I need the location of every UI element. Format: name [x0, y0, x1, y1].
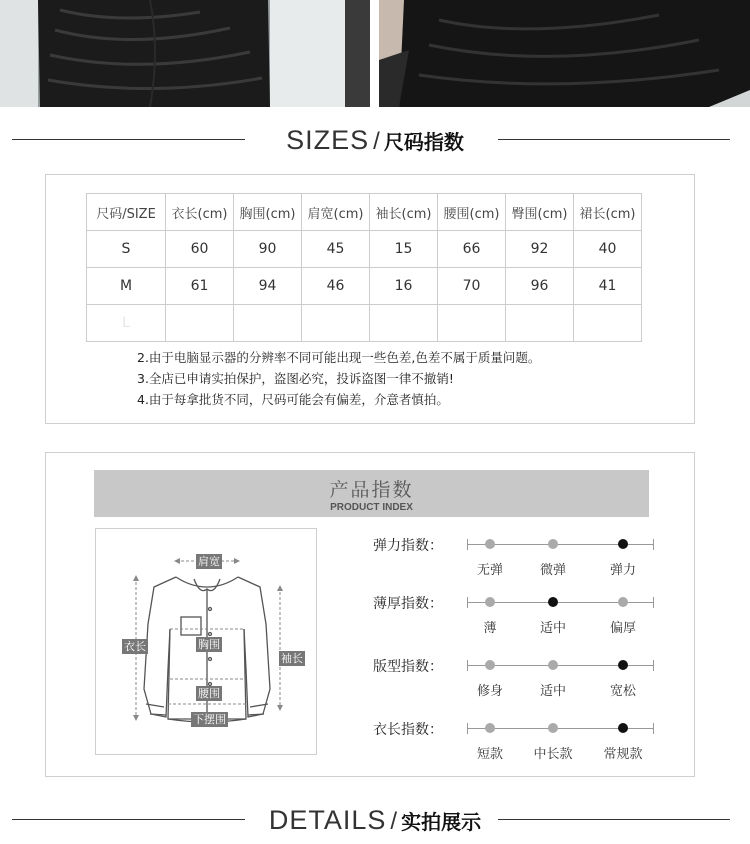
size-table-header-row: [87, 194, 642, 231]
index-label: 弹力指数：: [373, 538, 443, 554]
index-tick: [467, 539, 468, 550]
size-cell: 92: [506, 231, 574, 268]
index-dot-selected: [548, 597, 558, 607]
sizes-section-header: [0, 120, 750, 160]
fit-index: [373, 656, 683, 699]
index-label: 版型指数：: [373, 659, 443, 675]
sizes-title-en: SIZES: [286, 125, 370, 155]
product-index-subtitle: PRODUCT INDEX: [330, 502, 413, 513]
size-notes: [137, 347, 540, 410]
index-option: 偏厚: [609, 621, 636, 636]
size-cell: [234, 305, 302, 342]
sizes-title-cn: 尺码指数: [383, 130, 464, 154]
index-option: 中长款: [533, 747, 573, 762]
index-tick: [467, 597, 468, 608]
size-table: [86, 193, 642, 342]
size-table-header: 裙长(cm): [574, 194, 642, 231]
index-dot: [548, 723, 558, 733]
size-chart-panel: [45, 174, 695, 424]
size-cell: 60: [166, 231, 234, 268]
index-dot: [485, 660, 495, 670]
table-row: [87, 231, 642, 268]
index-dot-selected: [618, 723, 628, 733]
table-row: [87, 268, 642, 305]
index-tick: [653, 723, 654, 734]
size-table-header: 胸围(cm): [234, 194, 302, 231]
size-table-header: 臀围(cm): [506, 194, 574, 231]
elasticity-index: [373, 535, 683, 578]
note-line: 4.由于每拿批货不同，尺码可能会有偏差，介意者慎拍。: [137, 392, 449, 407]
size-cell: L: [87, 305, 166, 342]
size-cell: 16: [370, 268, 438, 305]
index-tick: [467, 660, 468, 671]
index-option: 适中: [539, 684, 566, 699]
product-index-banner: [94, 470, 649, 517]
size-cell: 90: [234, 231, 302, 268]
size-cell: 70: [438, 268, 506, 305]
index-option: 薄: [483, 621, 497, 636]
thickness-index: [373, 593, 683, 636]
diagram-label-hem: 下摆围: [193, 713, 226, 726]
product-index-panel: [45, 452, 695, 777]
diagram-label-sleeve: 袖长: [281, 652, 303, 665]
size-cell: 46: [302, 268, 370, 305]
details-title-en: DETAILS: [268, 805, 387, 835]
product-index-title: 产品指数: [329, 479, 414, 501]
size-cell: 94: [234, 268, 302, 305]
size-table-header: 衣长(cm): [166, 194, 234, 231]
index-option: 适中: [539, 621, 566, 636]
size-cell: [302, 305, 370, 342]
size-cell: 96: [506, 268, 574, 305]
index-dot: [548, 660, 558, 670]
index-option: 修身: [476, 684, 503, 699]
size-cell: [574, 305, 642, 342]
product-photo-left: [0, 0, 370, 107]
index-label: 衣长指数：: [373, 722, 443, 738]
sizes-title-separator: /: [373, 128, 380, 155]
length-index: [373, 719, 683, 762]
index-dot: [485, 597, 495, 607]
size-table-header: 尺码/SIZE: [87, 194, 166, 231]
index-dot-selected: [618, 539, 628, 549]
size-cell: [370, 305, 438, 342]
details-section-header: [0, 800, 750, 840]
size-table-header: 肩宽(cm): [302, 194, 370, 231]
diagram-label-shoulder: 肩宽: [198, 555, 220, 568]
index-label: 薄厚指数：: [373, 596, 443, 612]
index-tick: [653, 539, 654, 550]
index-dot: [548, 539, 558, 549]
index-dot-selected: [618, 660, 628, 670]
diagram-label-length: 衣长: [124, 640, 146, 653]
index-option: 弹力: [609, 563, 636, 578]
size-cell: M: [87, 268, 166, 305]
details-title-cn: 实拍展示: [401, 810, 482, 834]
index-option: 微弹: [539, 563, 566, 578]
index-option: 无弹: [476, 563, 503, 578]
details-title-separator: /: [390, 808, 398, 835]
garment-photo-right: [379, 0, 750, 107]
size-table-header: 袖长(cm): [370, 194, 438, 231]
index-tick: [653, 597, 654, 608]
index-option: 常规款: [603, 747, 643, 762]
size-cell: [166, 305, 234, 342]
table-row: [87, 305, 642, 342]
size-cell: 61: [166, 268, 234, 305]
index-dot: [485, 539, 495, 549]
diagram-label-waist: 腰围: [198, 687, 220, 700]
note-line: 3.全店已申请实拍保护，盗图必究，投诉盗图一律不撤销!: [137, 371, 454, 386]
index-dot: [485, 723, 495, 733]
size-cell: [438, 305, 506, 342]
note-line: 2.由于电脑显示器的分辨率不同可能出现一些色差,色差不属于质量问题。: [137, 350, 541, 365]
index-tick: [467, 723, 468, 734]
size-cell: 41: [574, 268, 642, 305]
size-cell: [506, 305, 574, 342]
size-cell: 15: [370, 231, 438, 268]
index-dot: [618, 597, 628, 607]
index-option: 短款: [476, 747, 503, 762]
size-table-header: 腰围(cm): [438, 194, 506, 231]
size-cell: 66: [438, 231, 506, 268]
size-cell: 40: [574, 231, 642, 268]
garment-diagram: [95, 528, 317, 755]
diagram-label-chest: 胸围: [198, 638, 220, 651]
size-cell: S: [87, 231, 166, 268]
size-cell: 45: [302, 231, 370, 268]
index-tick: [653, 660, 654, 671]
product-photo-right: [379, 0, 750, 107]
index-option: 宽松: [609, 684, 636, 699]
garment-photo-left: [0, 0, 370, 107]
